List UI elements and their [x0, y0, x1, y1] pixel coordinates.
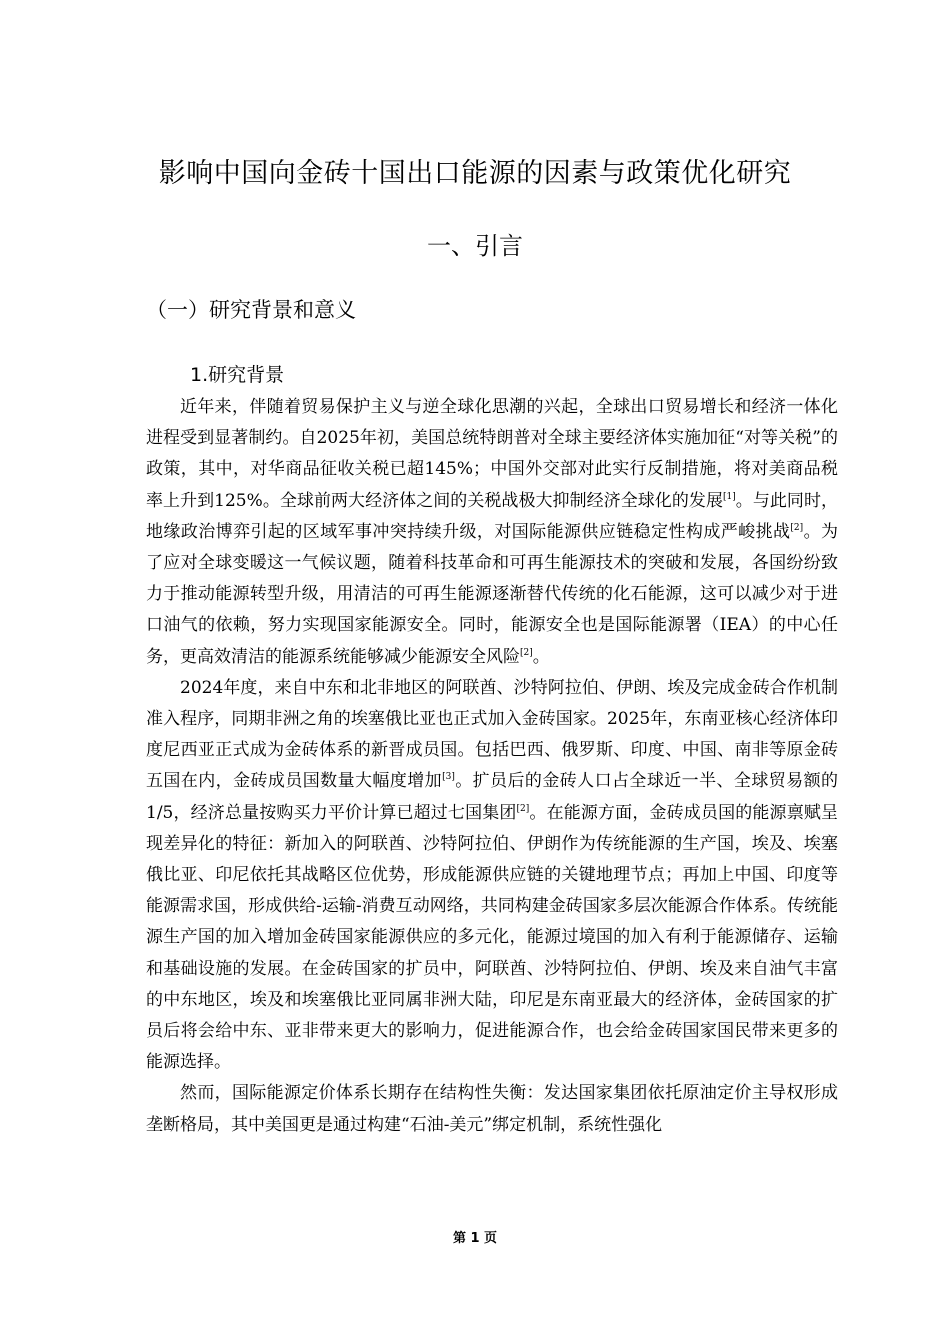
page-number-footer: 第 1 页: [452, 1231, 498, 1246]
paragraph-2-text-2: 。扩员后的金砖人口占全球近一半、全球贸易额的1/5，经济总量按购买力平价计算已超过七国集团: [146, 771, 839, 823]
body-text: [146, 392, 838, 1141]
paragraph-2: [146, 673, 838, 1079]
section-heading: 一、引言: [427, 232, 523, 260]
document-title: 影响中国向金砖十国出口能源的因素与政策优化研究: [158, 158, 792, 189]
citation-marker: [2]: [790, 522, 804, 533]
paragraph-3: 然而，国际能源定价体系长期存在结构性失衡：发达国家集团依托原油定价主导权形成垄断格局，其中美国更是通过构建“石油-美元”绑定机制，系统性强化: [146, 1083, 838, 1135]
paragraph-2-text-3: 。在能源方面，金砖成员国的能源禀赋呈现差异化的特征：新加入的阿联酋、沙特阿拉伯、伊朗作为传统能源的生产国，埃及、埃塞俄比亚、印尼依托其战略区位优势，形成能源供应链的关键地理节点；再加上中国、印度等能源需求国，形成供给-运输-消费互动网络，共同构建金砖国家多层次能源合作体系。传统能源生产国的加入增加金砖国家能源供应的多元化，能源过境国的加入有利于能源储存、运输和基础设施的发展。在金砖国家的扩员中，阿联酋、沙特阿拉伯、伊朗、埃及来自油气丰富的中东地区，埃及和埃塞俄比亚同属非洲大陆，印尼是东南亚最大的经济体，金砖国家的扩员后将会给中东、亚非带来更大的影响力，促进能源合作，也会给金砖国家国民带来更多的能源选择。: [146, 802, 838, 1073]
paragraph-2-text-1: 2024年度，来自中东和北非地区的阿联酋、沙特阿拉伯、伊朗、埃及完成金砖合作机制准入程序，同期非洲之角的埃塞俄比亚也正式加入金砖国家。2025年，东南亚核心经济体印度尼西亚正式成为金砖体系的新晋成员国。包括巴西、俄罗斯、印度、中国、南非等原金砖五国在内，金砖成员国数量大幅度增加: [146, 677, 838, 792]
citation-marker: [3]: [442, 772, 455, 783]
paragraph-1-text-1: 近年来，伴随着贸易保护主义与逆全球化思潮的兴起，全球出口贸易增长和经济一体化进程受到显著制约。自2025年初，美国总统特朗普对全球主要经济体实施加征“对等关税”的政策，其中，对华商品征收关税已超145%；中国外交部对此实行反制措施，将对美商品税率上升到125%。全球前两大经济体之间的关税战极大抑制经济全球化的发展: [146, 397, 838, 511]
subsubsection-heading: 1.研究背景: [190, 364, 285, 386]
paragraph-1: [146, 392, 838, 673]
paragraph-1-text-2: 。与此同时，地缘政治博弈引起的区域军事冲突持续升级，对国际能源供应链稳定性构成严峻挑战: [146, 490, 838, 542]
citation-marker: [1]: [722, 491, 736, 502]
paragraph-1-text-4: 。: [532, 646, 550, 667]
citation-marker: [2]: [520, 647, 533, 658]
citation-marker: [2]: [516, 803, 530, 814]
subsection-heading: （一）研究背景和意义: [146, 298, 356, 322]
paragraph-1-text-3: 。为了应对全球变暖这一气候议题，随着科技革命和可再生能源技术的突破和发展，各国纷纷致力于推动能源转型升级，用清洁的可再生能源逐渐替代传统的化石能源，这可以减少对于进口油气的依赖，努力实现国家能源安全。同时，能源安全也是国际能源署（IEA）的中心任务，更高效清洁的能源系统能够减少能源安全风险: [146, 521, 839, 667]
